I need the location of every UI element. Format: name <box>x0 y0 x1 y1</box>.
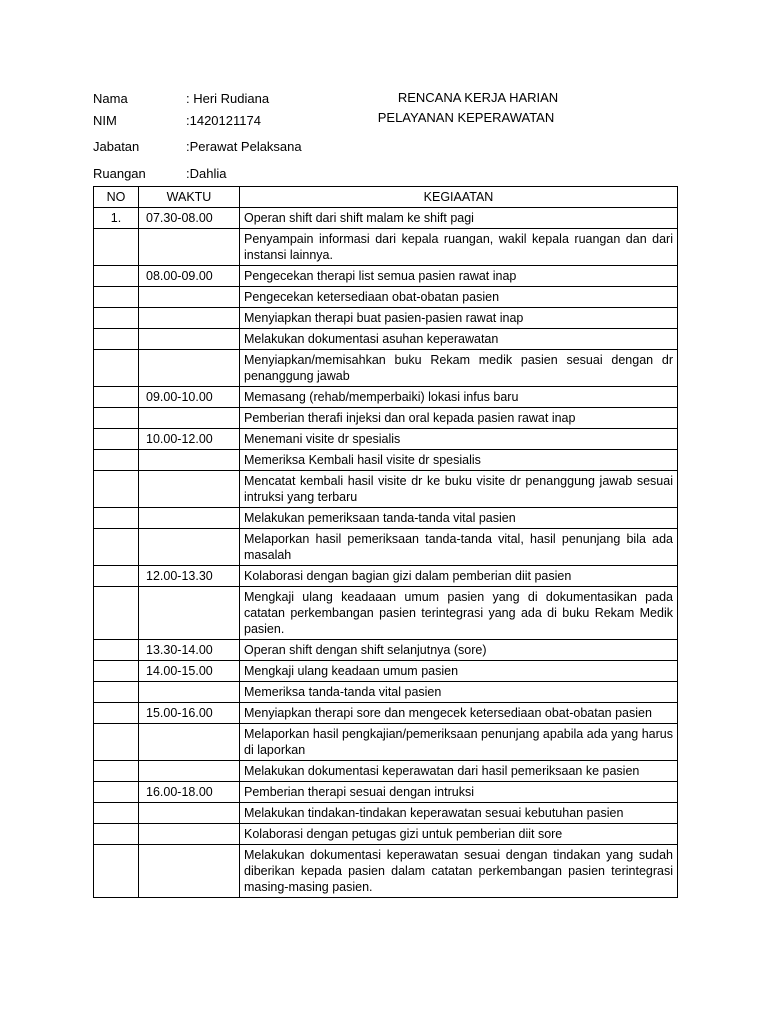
ruangan-label: Ruangan <box>93 166 146 181</box>
table-row <box>94 782 678 803</box>
row-no <box>94 724 139 761</box>
row-kegiatan: Penyampain informasi dari kepala ruangan, wakil kepala ruangan dan dari instansi lainnya. <box>240 229 678 266</box>
row-waktu <box>139 587 240 640</box>
table-row <box>94 229 678 266</box>
row-waktu: 16.00-18.00 <box>139 782 240 803</box>
table-row <box>94 287 678 308</box>
row-no <box>94 803 139 824</box>
table-row <box>94 429 678 450</box>
table-body <box>94 208 678 898</box>
header-kegiatan: KEGIAATAN <box>240 187 678 208</box>
nim-value: :1420121174 <box>186 113 261 128</box>
row-kegiatan: Mengkaji ulang keadaan umum pasien <box>240 661 678 682</box>
row-kegiatan: Melakukan tindakan-tindakan keperawatan sesuai kebutuhan pasien <box>240 803 678 824</box>
row-no <box>94 229 139 266</box>
table-row <box>94 529 678 566</box>
table-row <box>94 724 678 761</box>
row-kegiatan: Melakukan pemeriksaan tanda-tanda vital pasien <box>240 508 678 529</box>
row-waktu: 08.00-09.00 <box>139 266 240 287</box>
jabatan-value: :Perawat Pelaksana <box>186 139 302 154</box>
table-row <box>94 661 678 682</box>
row-kegiatan: Melakukan dokumentasi keperawatan dari hasil pemeriksaan ke pasien <box>240 761 678 782</box>
document-title-line2: PELAYANAN KEPERAWATAN <box>377 110 555 125</box>
table-row <box>94 329 678 350</box>
row-kegiatan: Melakukan dokumentasi asuhan keperawatan <box>240 329 678 350</box>
row-waktu: 13.30-14.00 <box>139 640 240 661</box>
row-kegiatan: Menyiapkan therapi sore dan mengecek ketersediaan obat-obatan pasien <box>240 703 678 724</box>
row-waktu <box>139 287 240 308</box>
row-waktu <box>139 824 240 845</box>
row-waktu <box>139 845 240 898</box>
row-kegiatan: Melaporkan hasil pengkajian/pemeriksaan penunjang apabila ada yang harus di laporkan <box>240 724 678 761</box>
table-row <box>94 450 678 471</box>
row-kegiatan: Kolaborasi dengan bagian gizi dalam pemberian diit pasien <box>240 566 678 587</box>
row-waktu: 07.30-08.00 <box>139 208 240 229</box>
table-row <box>94 761 678 782</box>
table-row <box>94 471 678 508</box>
header-no: NO <box>94 187 139 208</box>
row-no: 1. <box>94 208 139 229</box>
row-waktu <box>139 529 240 566</box>
nama-value: : Heri Rudiana <box>186 91 270 106</box>
table-row <box>94 350 678 387</box>
row-kegiatan: Menyiapkan therapi buat pasien-pasien rawat inap <box>240 308 678 329</box>
row-no <box>94 682 139 703</box>
row-kegiatan: Mencatat kembali hasil visite dr ke buku visite dr penanggung jawab sesuai intruksi yang terbaru <box>240 471 678 508</box>
table-row <box>94 845 678 898</box>
row-kegiatan: Pengecekan ketersediaan obat-obatan pasien <box>240 287 678 308</box>
table-row <box>94 703 678 724</box>
row-kegiatan: Menemani visite dr spesialis <box>240 429 678 450</box>
row-waktu: 14.00-15.00 <box>139 661 240 682</box>
row-kegiatan: Menyiapkan/memisahkan buku Rekam medik pasien sesuai dengan dr penanggung jawab <box>240 350 678 387</box>
table-row <box>94 208 678 229</box>
ruangan-value: :Dahlia <box>186 166 227 181</box>
row-kegiatan: Operan shift dari shift malam ke shift pagi <box>240 208 678 229</box>
row-waktu: 15.00-16.00 <box>139 703 240 724</box>
table-row <box>94 682 678 703</box>
table-row <box>94 587 678 640</box>
nama-label: Nama <box>93 91 128 106</box>
row-no <box>94 329 139 350</box>
row-no <box>94 529 139 566</box>
row-waktu: 12.00-13.30 <box>139 566 240 587</box>
row-kegiatan: Pemberian therafi injeksi dan oral kepada pasien rawat inap <box>240 408 678 429</box>
table-header-row <box>94 187 678 208</box>
row-no <box>94 387 139 408</box>
row-kegiatan: Memasang (rehab/memperbaiki) lokasi infus baru <box>240 387 678 408</box>
row-no <box>94 508 139 529</box>
row-kegiatan: Melakukan dokumentasi keperawatan sesuai dengan tindakan yang sudah diberikan kepada pasien dalam catatan perkembangan pasien terintegrasi masing-masing pasien. <box>240 845 678 898</box>
row-no <box>94 587 139 640</box>
row-waktu <box>139 450 240 471</box>
row-waktu <box>139 350 240 387</box>
row-no <box>94 761 139 782</box>
row-no <box>94 566 139 587</box>
row-waktu <box>139 761 240 782</box>
nim-label: NIM <box>93 113 117 128</box>
row-no <box>94 782 139 803</box>
row-waktu <box>139 724 240 761</box>
row-kegiatan: Melaporkan hasil pemeriksaan tanda-tanda vital, hasil penunjang bila ada masalah <box>240 529 678 566</box>
row-waktu <box>139 471 240 508</box>
row-waktu: 09.00-10.00 <box>139 387 240 408</box>
row-kegiatan: Memeriksa tanda-tanda vital pasien <box>240 682 678 703</box>
row-no <box>94 845 139 898</box>
row-kegiatan: Memeriksa Kembali hasil visite dr spesialis <box>240 450 678 471</box>
table-row <box>94 308 678 329</box>
row-waktu: 10.00-12.00 <box>139 429 240 450</box>
row-no <box>94 450 139 471</box>
row-no <box>94 471 139 508</box>
row-kegiatan: Kolaborasi dengan petugas gizi untuk pemberian diit sore <box>240 824 678 845</box>
row-no <box>94 661 139 682</box>
row-no <box>94 350 139 387</box>
row-waktu <box>139 329 240 350</box>
row-no <box>94 703 139 724</box>
table-row <box>94 266 678 287</box>
row-kegiatan: Operan shift dengan shift selanjutnya (sore) <box>240 640 678 661</box>
row-waktu <box>139 508 240 529</box>
table-row <box>94 640 678 661</box>
table-row <box>94 508 678 529</box>
table-row <box>94 408 678 429</box>
row-kegiatan: Pemberian therapi sesuai dengan intruksi <box>240 782 678 803</box>
row-waktu <box>139 408 240 429</box>
row-no <box>94 266 139 287</box>
row-no <box>94 408 139 429</box>
table-row <box>94 824 678 845</box>
kegiatan-table <box>93 186 678 898</box>
table-row <box>94 566 678 587</box>
row-no <box>94 824 139 845</box>
row-kegiatan: Pengecekan therapi list semua pasien rawat inap <box>240 266 678 287</box>
table-row <box>94 387 678 408</box>
row-no <box>94 287 139 308</box>
document-title-line1: RENCANA KERJA HARIAN <box>397 90 559 105</box>
row-waktu <box>139 803 240 824</box>
row-no <box>94 640 139 661</box>
row-kegiatan: Mengkaji ulang keadaaan umum pasien yang di dokumentasikan pada catatan perkembangan pasien terintegrasi yang ada di buku Rekam Medik pasien. <box>240 587 678 640</box>
jabatan-label: Jabatan <box>93 139 140 154</box>
row-no <box>94 308 139 329</box>
table-row <box>94 803 678 824</box>
row-waktu <box>139 682 240 703</box>
row-waktu <box>139 229 240 266</box>
row-waktu <box>139 308 240 329</box>
header-waktu: WAKTU <box>139 187 240 208</box>
row-no <box>94 429 139 450</box>
